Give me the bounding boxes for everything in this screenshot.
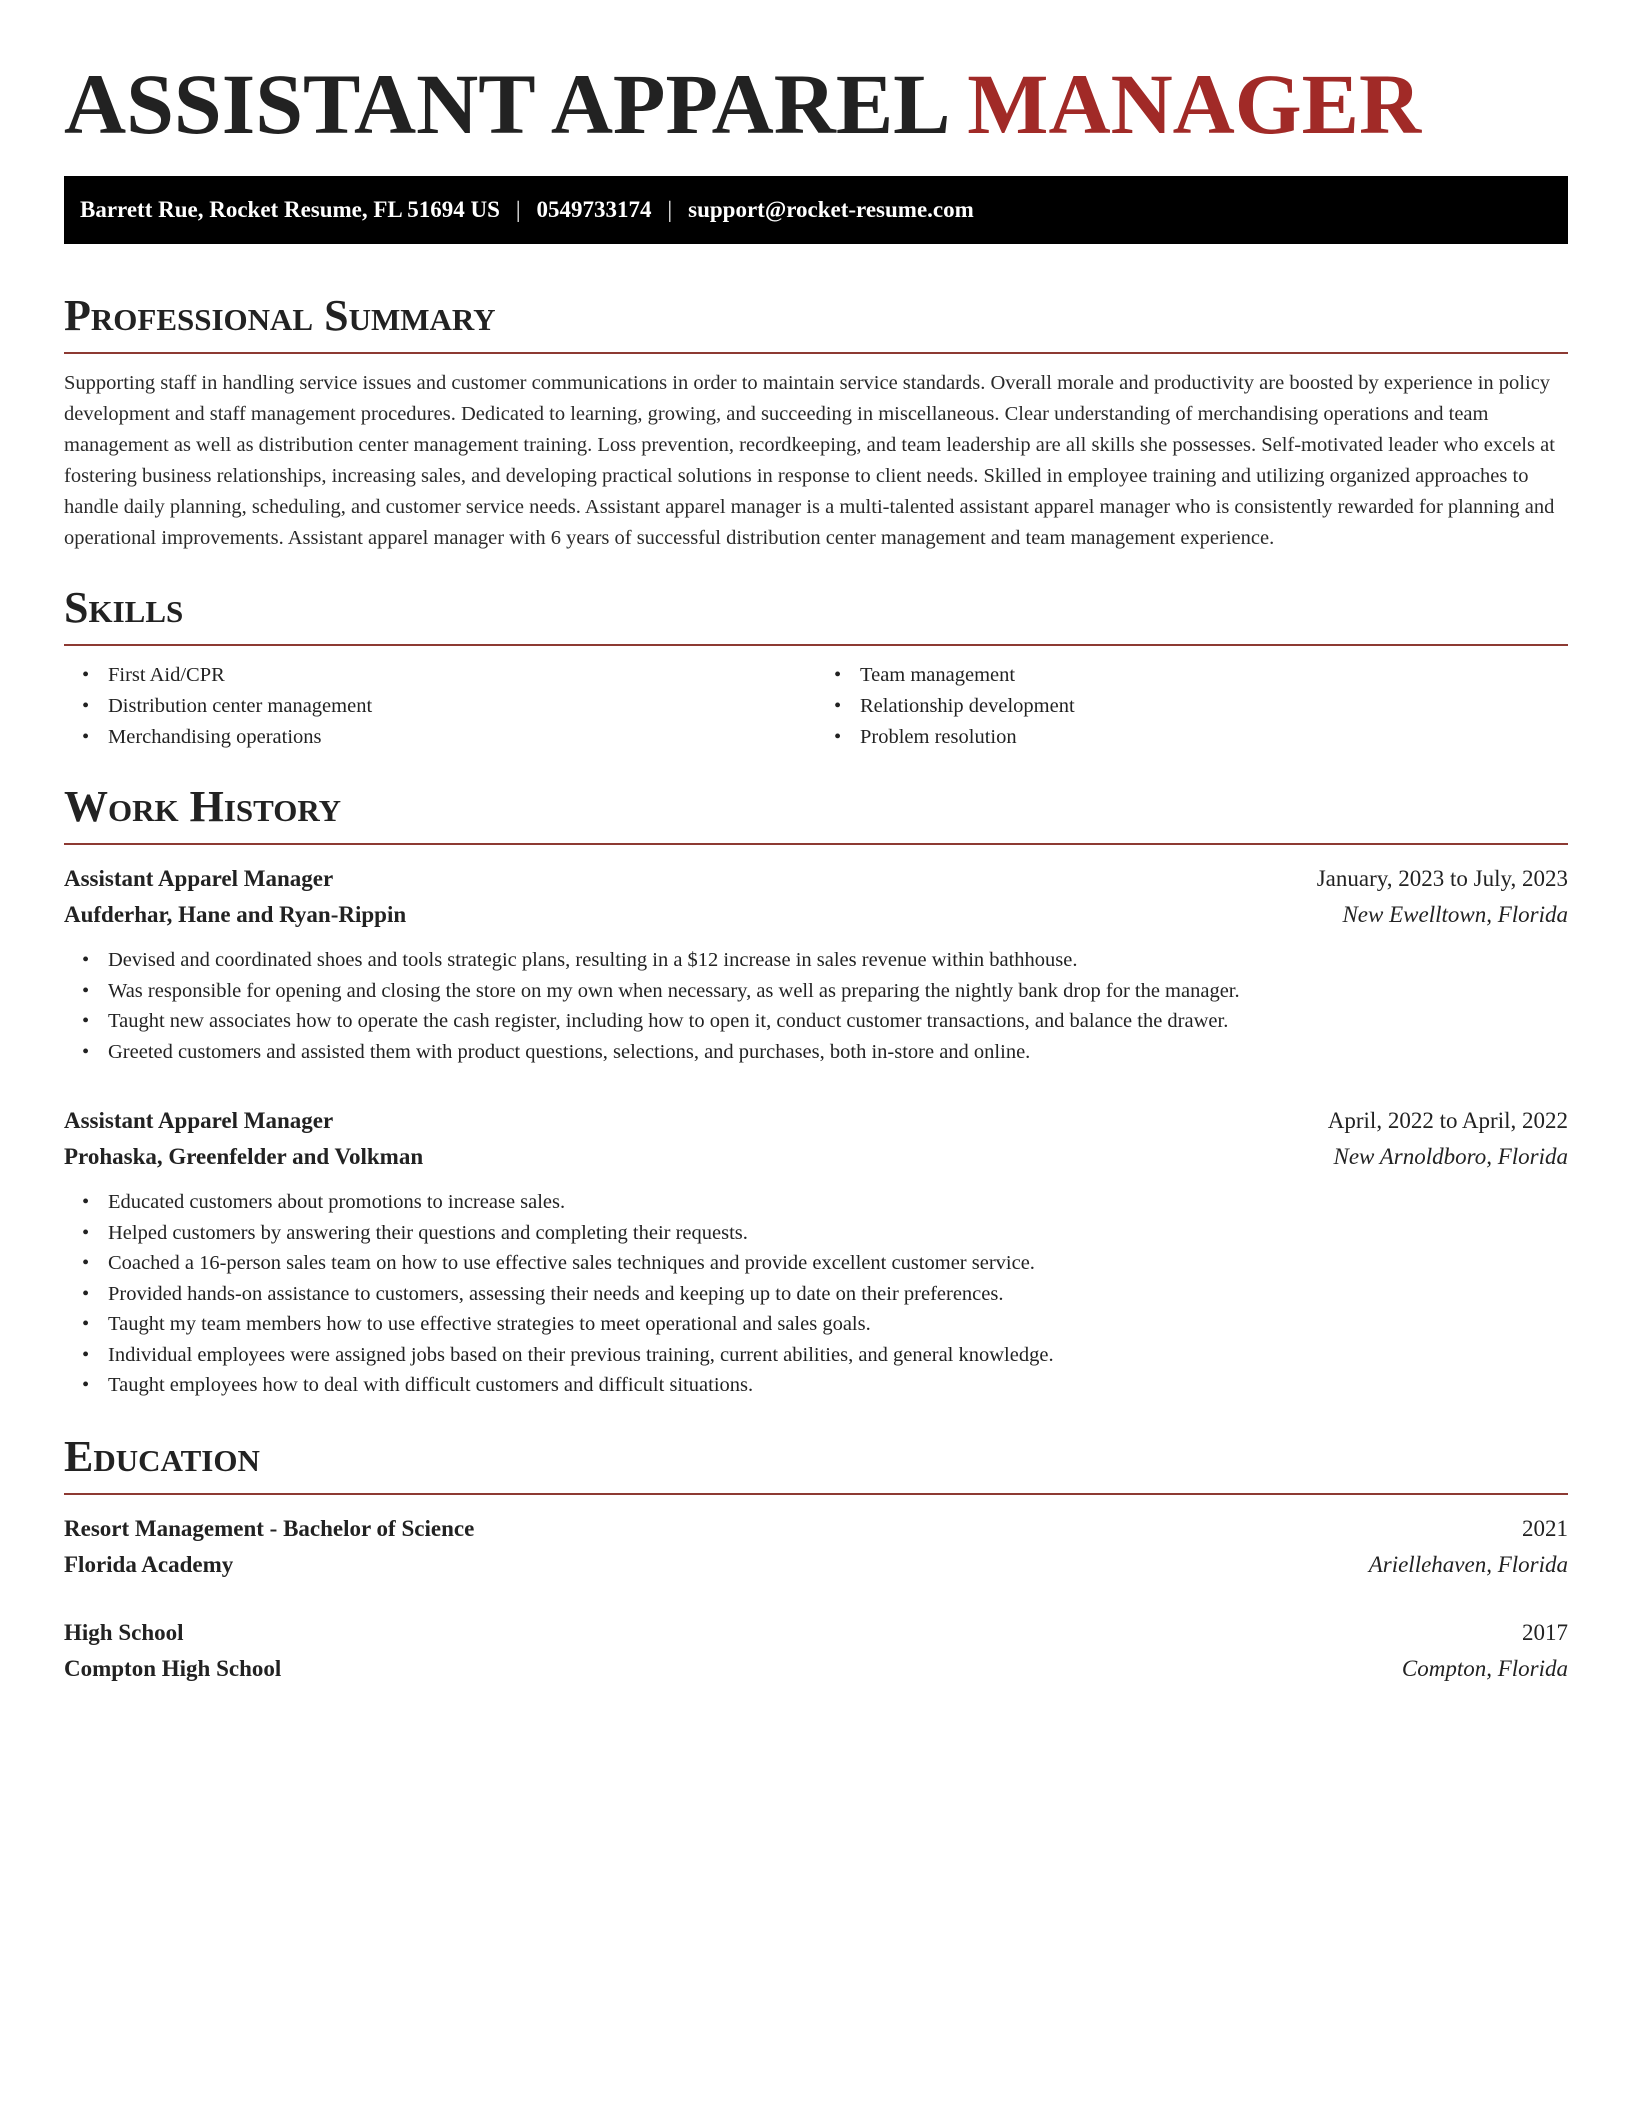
- job-bullet: • Taught new associates how to operate the cash register, including how to open it, conduct customer transactions, and balance the drawer.: [108, 1006, 1568, 1037]
- job-title: Assistant Apparel Manager: [64, 1108, 334, 1133]
- education-degree-row: [64, 1615, 1568, 1651]
- skill-item: • First Aid/CPR: [108, 660, 816, 691]
- job-bullet: • Coached a 16-person sales team on how to use effective sales techniques and provide excellent customer service.: [108, 1248, 1568, 1279]
- summary-section: [64, 288, 1568, 554]
- job-bullet: • Individual employees were assigned jobs based on their previous training, current abilities, and general knowledge.: [108, 1340, 1568, 1371]
- job-bullet: • Provided hands-on assistance to customers, assessing their needs and keeping up to date on their preferences.: [108, 1279, 1568, 1310]
- skills-column-left: [64, 660, 816, 753]
- skills-column-right: [816, 660, 1568, 753]
- title-accent: MANAGER: [967, 56, 1422, 152]
- contact-separator: |: [667, 197, 673, 222]
- title-main: ASSISTANT APPAREL: [64, 56, 946, 152]
- education-entry: [64, 1615, 1568, 1687]
- job-bullets: [64, 1187, 1568, 1401]
- job-company-row: [64, 1139, 1568, 1175]
- contact-separator: |: [515, 197, 521, 222]
- job-company: Aufderhar, Hane and Ryan-Rippin: [64, 902, 407, 927]
- job-bullet: • Devised and coordinated shoes and tools strategic plans, resulting in a $12 increase in sales revenue within bathhouse.: [108, 945, 1568, 976]
- job-bullet: • Educated customers about promotions to increase sales.: [108, 1187, 1568, 1218]
- summary-heading: Professional Summary: [64, 291, 496, 340]
- job-bullet: • Greeted customers and assisted them with product questions, selections, and purchases, both in-store and online.: [108, 1037, 1568, 1068]
- section-divider: [64, 352, 1568, 354]
- education-heading: Education: [64, 1431, 260, 1481]
- skill-item: • Team management: [860, 660, 1568, 691]
- education-year: 2017: [1522, 1619, 1568, 1645]
- section-divider: [64, 1493, 1568, 1495]
- education-degree-row: [64, 1511, 1568, 1547]
- skill-item: • Merchandising operations: [108, 722, 816, 753]
- job-dates: January, 2023 to July, 2023: [1316, 866, 1568, 891]
- education-school: Florida Academy: [64, 1551, 234, 1577]
- contact-bar: [64, 176, 1568, 244]
- skill-item: • Relationship development: [860, 691, 1568, 722]
- job-bullet: • Taught employees how to deal with difficult customers and difficult situations.: [108, 1370, 1568, 1401]
- resume-page: [64, 0, 1568, 1687]
- education-school: Compton High School: [64, 1655, 282, 1681]
- summary-text: Supporting staff in handling service issues and customer communications in order to maintain service standards. Overall morale and productivity are boosted by experience in policy development and staff management procedures. Dedicated to learning, growing, and succeeding in miscellaneous. Clear understanding of merchandising operations and team management as well as distribution center management training. Loss prevention, recordkeeping, and team leadership are all skills she possesses. Self-motivated leader who excels at fostering business relationships, increasing sales, and developing practical solutions in response to client needs. Skilled in employee training and utilizing organized approaches to handle daily planning, scheduling, and customer service needs. Assistant apparel manager is a multi-talented assistant apparel manager who is consistently rewarded for planning and operational improvements. Assistant apparel manager with 6 years of successful distribution center management and team management experience.: [64, 372, 1555, 549]
- job-bullets: [64, 945, 1568, 1067]
- education-school-row: [64, 1547, 1568, 1583]
- job-company-row: [64, 897, 1568, 933]
- job-location: New Arnoldboro, Florida: [1333, 1144, 1568, 1169]
- education-year: 2021: [1522, 1515, 1568, 1541]
- job-company: Prohaska, Greenfelder and Volkman: [64, 1144, 424, 1169]
- job-bullet: • Taught my team members how to use effective strategies to meet operational and sales goals.: [108, 1309, 1568, 1340]
- job-bullet: • Helped customers by answering their questions and completing their requests.: [108, 1218, 1568, 1249]
- education-location: Compton, Florida: [1401, 1655, 1568, 1681]
- work-history-section: [64, 779, 1568, 1401]
- resume-title: [64, 56, 1568, 152]
- education-section: [64, 1429, 1568, 1687]
- section-divider: [64, 843, 1568, 845]
- skills-heading: Skills: [64, 583, 184, 632]
- job-bullet: • Was responsible for opening and closing the store on my own when necessary, as well as preparing the nightly bank drop for the manager.: [108, 976, 1568, 1007]
- skill-item: • Problem resolution: [860, 722, 1568, 753]
- job-entry: [64, 861, 1568, 1067]
- education-school-row: [64, 1651, 1568, 1687]
- education-entry: [64, 1511, 1568, 1583]
- contact-email: support@rocket-resume.com: [688, 197, 974, 222]
- contact-phone: 0549733174: [536, 197, 652, 222]
- skill-item: • Distribution center management: [108, 691, 816, 722]
- job-dates: April, 2022 to April, 2022: [1327, 1108, 1568, 1133]
- education-degree: Resort Management - Bachelor of Science: [64, 1515, 475, 1541]
- contact-address: Barrett Rue, Rocket Resume, FL 51694 US: [80, 197, 500, 222]
- section-divider: [64, 644, 1568, 646]
- education-location: Ariellehaven, Florida: [1368, 1551, 1568, 1577]
- job-location: New Ewelltown, Florida: [1342, 902, 1568, 927]
- job-header-row: [64, 861, 1568, 897]
- skills-section: [64, 580, 1568, 753]
- job-entry: [64, 1103, 1568, 1401]
- work-history-heading: Work History: [64, 782, 342, 831]
- education-degree: High School: [64, 1619, 184, 1645]
- job-title: Assistant Apparel Manager: [64, 866, 334, 891]
- skills-list: [64, 660, 1568, 753]
- job-header-row: [64, 1103, 1568, 1139]
